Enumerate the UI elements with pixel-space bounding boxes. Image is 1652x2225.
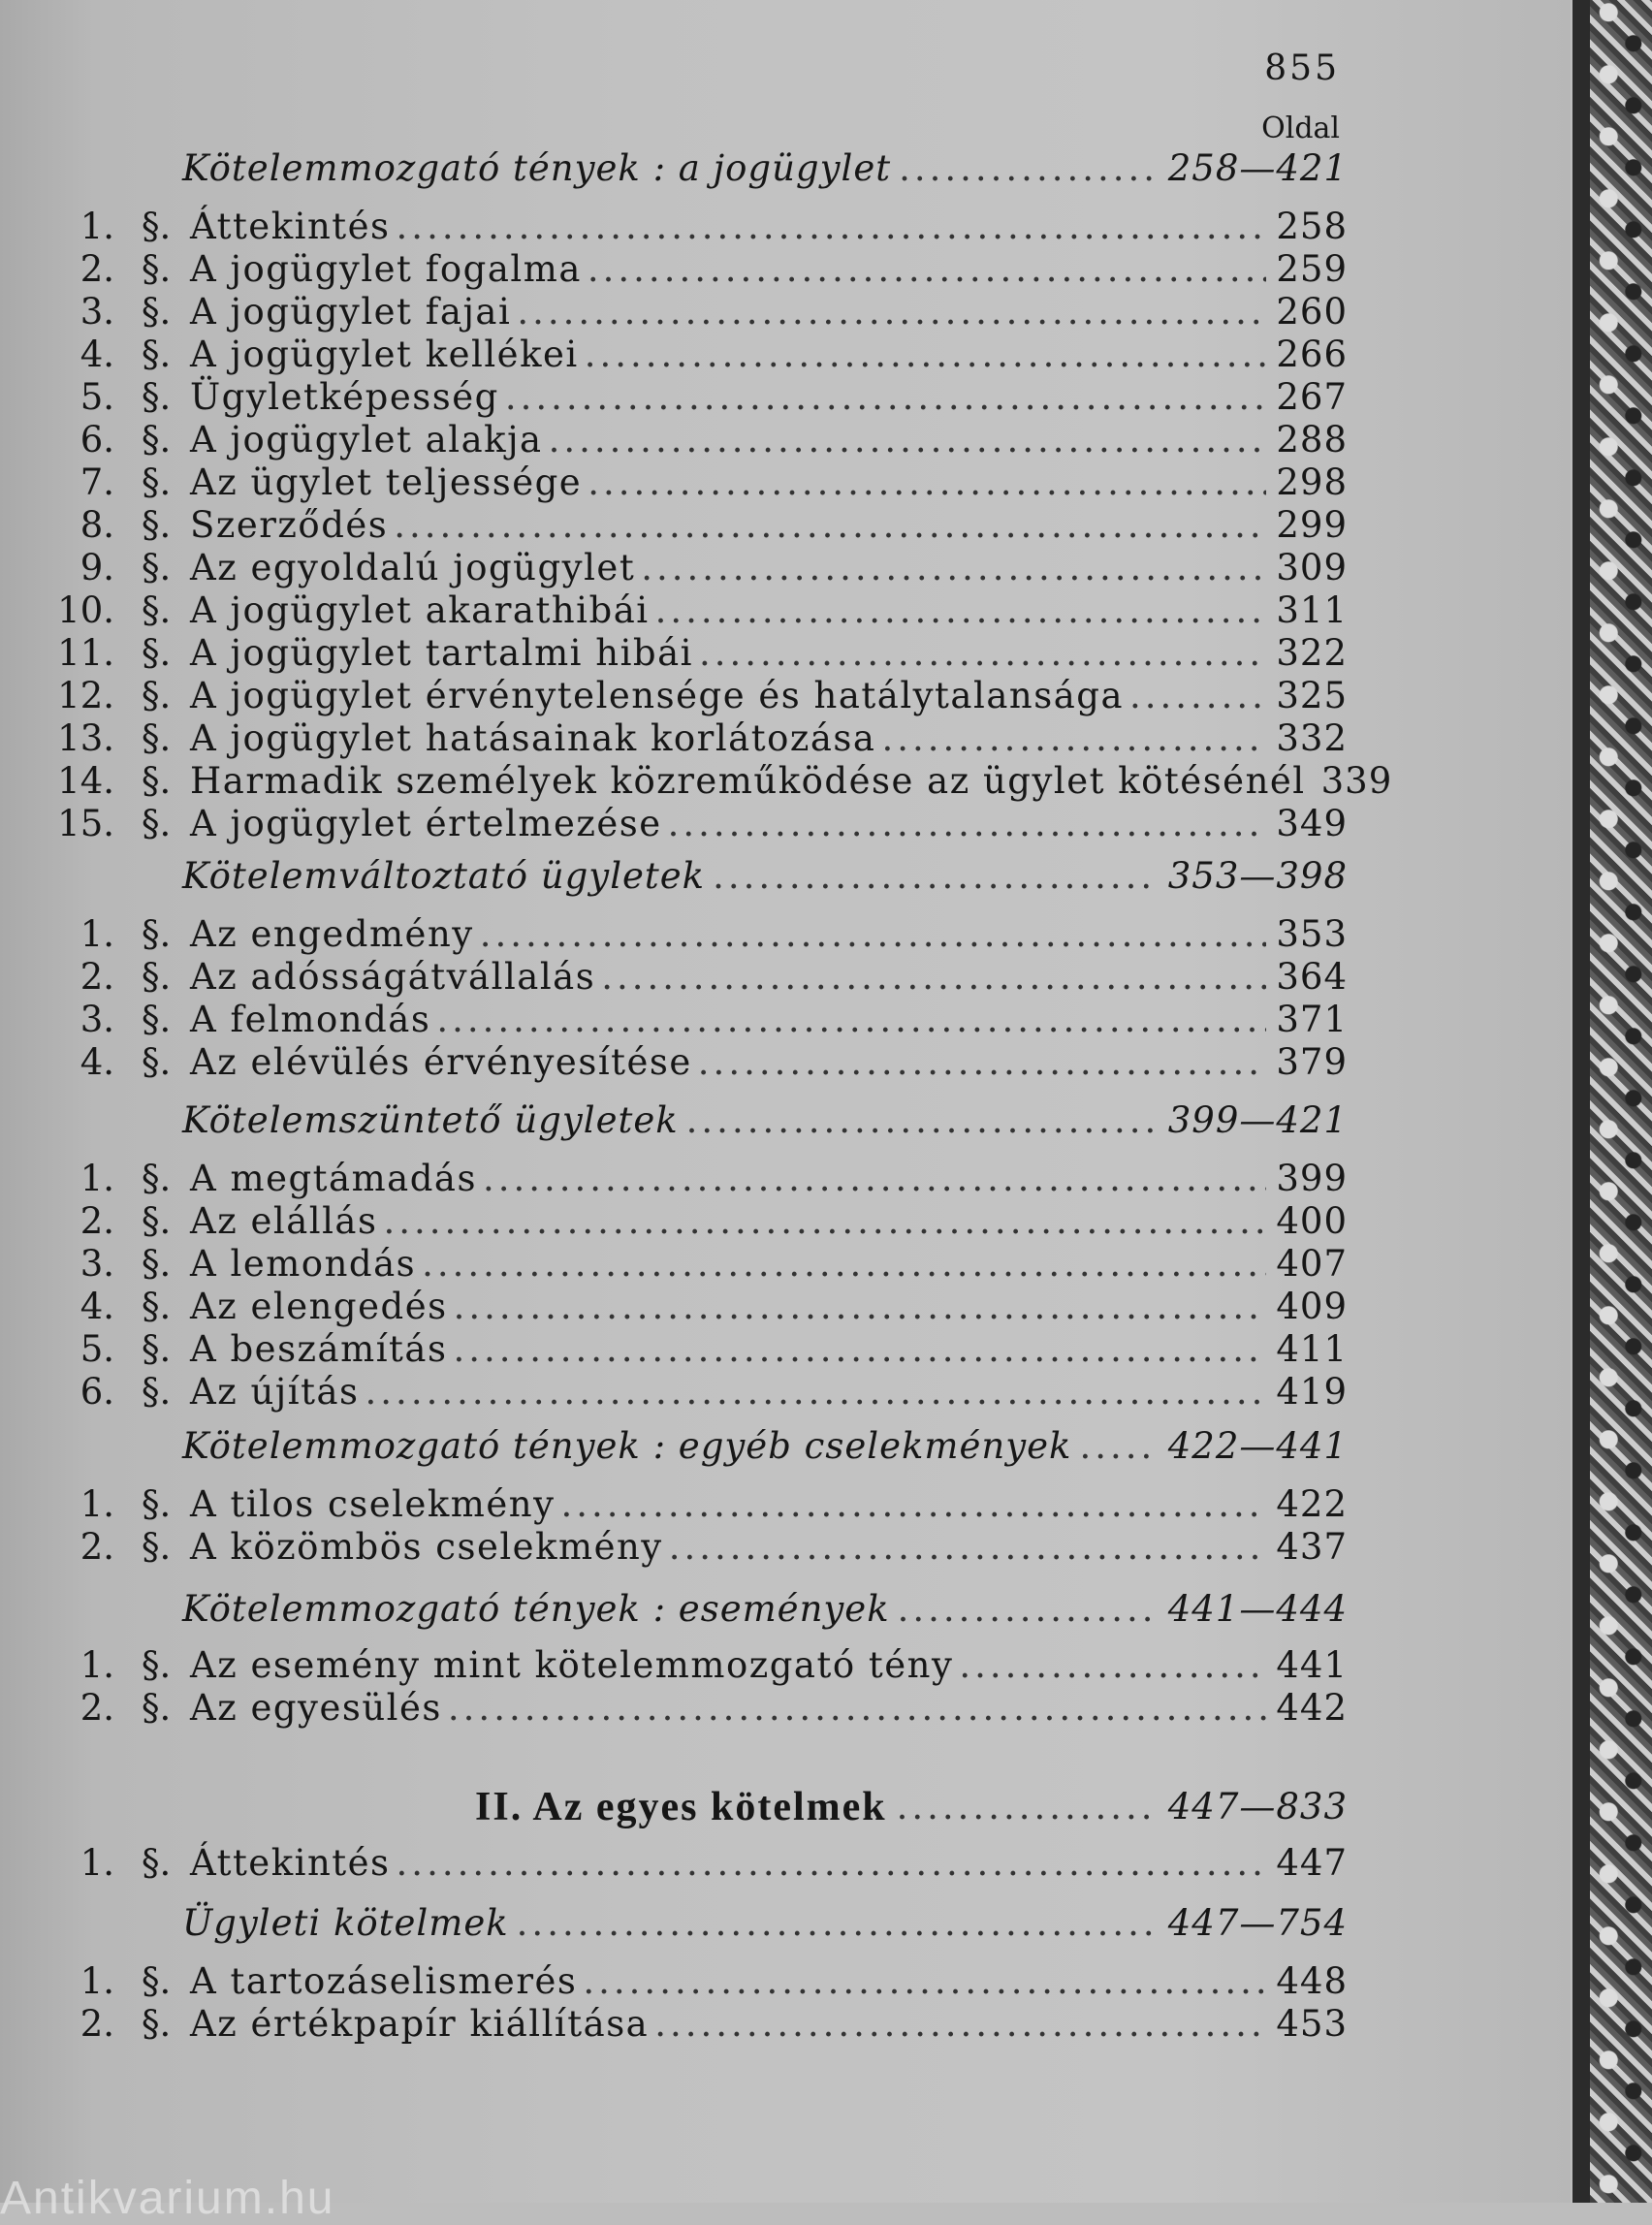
dot-leader: [365, 1371, 1267, 1414]
dot-leader: [585, 334, 1267, 376]
toc-entry: [0, 760, 1393, 803]
entry-title: A felmondás: [190, 999, 431, 1040]
entry-number: 1.: [79, 1483, 114, 1525]
section-sign: §.: [142, 206, 172, 247]
section-sign: §.: [142, 1687, 172, 1729]
entry-number: 11.: [57, 632, 114, 674]
entry-title: Az elállás: [190, 1200, 378, 1242]
section-page-range: 447—833: [1167, 1786, 1348, 1828]
entry-line: [190, 1842, 1348, 1885]
toc-entry: [0, 206, 1348, 248]
section-page-range: 399—421: [1167, 1099, 1348, 1141]
section-title: II. Az egyes kötelmek: [475, 1785, 887, 1829]
entry-title: Szerződés: [190, 504, 389, 546]
entry-page: 259: [1276, 248, 1348, 290]
section-sign: §.: [142, 1158, 172, 1199]
entry-number: 10.: [57, 589, 114, 631]
entry-page: 322: [1276, 632, 1348, 674]
entry-line: [190, 589, 1348, 632]
dot-leader: [899, 145, 1159, 192]
section-heading-line: [182, 1586, 1348, 1633]
dot-leader: [561, 1483, 1267, 1526]
entry-line: [190, 504, 1348, 547]
dot-leader: [898, 1586, 1159, 1633]
section-page-range: 447—754: [1167, 1902, 1348, 1944]
section-sign: §.: [142, 675, 172, 716]
entry-title: A jogügylet értelmezése: [190, 803, 662, 844]
toc-entry: [0, 675, 1348, 717]
entry-title: Áttekintés: [190, 1842, 391, 1884]
section-sign: §.: [142, 956, 172, 998]
dot-leader: [517, 291, 1266, 334]
entry-line: [190, 291, 1348, 334]
entry-page: 298: [1276, 461, 1348, 503]
dot-leader: [601, 956, 1266, 999]
entry-title: Az újítás: [190, 1371, 360, 1413]
entry-number: 1.: [79, 206, 114, 247]
toc-entry: [0, 547, 1348, 589]
entry-number: 1.: [79, 1158, 114, 1199]
entry-number: 3.: [79, 1243, 114, 1285]
section-heading: [0, 1900, 1348, 1947]
dot-leader: [686, 1097, 1159, 1144]
section-sign: §.: [142, 1328, 172, 1370]
section-sign: §.: [142, 1526, 172, 1568]
entry-line: [190, 547, 1348, 589]
section-page-range: 353—398: [1167, 855, 1348, 897]
entry-number: 1.: [79, 913, 114, 955]
dot-leader: [1079, 1423, 1158, 1470]
dot-leader: [1129, 675, 1266, 717]
toc-entry: [0, 291, 1348, 334]
toc-entry: [0, 632, 1348, 675]
section-sign: §.: [142, 1644, 172, 1686]
entry-title: A beszámítás: [190, 1328, 448, 1370]
dot-leader: [436, 999, 1266, 1041]
entry-title: Az ügylet teljessége: [190, 461, 583, 503]
section-page-range: 441—444: [1167, 1588, 1348, 1630]
decorative-binding-edge: [1573, 0, 1652, 2203]
entry-line: [190, 1687, 1348, 1730]
section-sign: §.: [142, 461, 172, 503]
entry-title: Áttekintés: [190, 206, 391, 247]
entry-page: 332: [1276, 717, 1348, 759]
entry-line: [190, 956, 1348, 999]
entry-number: 8.: [79, 504, 114, 546]
dot-leader: [448, 1687, 1266, 1730]
section-title: Ügyleti kötelmek: [182, 1902, 509, 1944]
entry-number: 3.: [79, 999, 114, 1040]
entry-number: 9.: [79, 547, 114, 588]
entry-line: [190, 913, 1348, 956]
entry-title: Az engedmény: [190, 913, 474, 955]
entry-page: 364: [1276, 956, 1348, 998]
toc-entry: [0, 334, 1348, 376]
dot-leader: [422, 1243, 1266, 1286]
marbled-pattern: [1590, 0, 1652, 2203]
page-number: 855: [1264, 48, 1340, 88]
entry-number: 4.: [79, 1286, 114, 1327]
dot-leader: [480, 913, 1267, 956]
entry-line: [190, 1286, 1348, 1328]
dot-leader: [588, 461, 1266, 504]
toc-entry: [0, 1041, 1348, 1084]
entry-line: [190, 1200, 1348, 1243]
toc-entry: [0, 999, 1348, 1041]
dot-leader: [897, 1780, 1159, 1834]
entry-line: [190, 248, 1348, 291]
toc-entry: [0, 913, 1348, 956]
entry-title: Az egyoldalú jogügylet: [190, 547, 636, 588]
entry-number: 2.: [79, 1200, 114, 1242]
entry-title: A tartozáselismerés: [190, 1960, 578, 2002]
section-sign: §.: [142, 291, 172, 333]
section-sign: §.: [142, 717, 172, 759]
entry-page: 260: [1276, 291, 1348, 333]
entry-title: Az esemény mint kötelemmozgató tény: [190, 1644, 954, 1686]
entry-number: 2.: [79, 1687, 114, 1729]
section-heading-line: [182, 853, 1348, 900]
dot-leader: [454, 1286, 1267, 1328]
toc-entry: [0, 504, 1348, 547]
entry-title: A megtámadás: [190, 1158, 477, 1199]
entry-line: [190, 999, 1348, 1041]
entry-line: [190, 1041, 1348, 1084]
entry-title: A lemondás: [190, 1243, 417, 1285]
section-sign: §.: [142, 334, 172, 375]
entry-number: 7.: [79, 461, 114, 503]
entry-page: 409: [1276, 1286, 1348, 1327]
toc-entry: [0, 1644, 1348, 1687]
section-heading-line: [182, 1097, 1348, 1144]
entry-page: 422: [1276, 1483, 1348, 1525]
toc-entry: [0, 1483, 1348, 1526]
entry-title: A közömbös cselekmény: [190, 1526, 663, 1568]
dot-leader: [397, 1842, 1267, 1885]
entry-number: 5.: [79, 376, 114, 418]
part-heading: [0, 1780, 1348, 1834]
entry-page: 437: [1276, 1526, 1348, 1568]
entry-page: 311: [1276, 589, 1348, 631]
toc-entry: [0, 589, 1348, 632]
section-sign: §.: [142, 913, 172, 955]
entry-title: Az adósságátvállalás: [190, 956, 596, 998]
entry-number: 1.: [79, 1644, 114, 1686]
dot-leader: [713, 853, 1159, 900]
entry-title: A jogügylet alakja: [190, 419, 543, 461]
entry-line: [190, 1158, 1348, 1200]
entry-number: 1.: [79, 1842, 114, 1884]
entry-line: [190, 632, 1348, 675]
entry-title: Az értékpapír kiállítása: [190, 2003, 650, 2045]
entry-page: 407: [1276, 1243, 1348, 1285]
entry-line: [190, 675, 1348, 717]
entry-page: 400: [1276, 1200, 1348, 1242]
dot-leader: [549, 419, 1267, 461]
entry-line: [190, 461, 1348, 504]
entry-line: [190, 1371, 1348, 1414]
dot-leader: [483, 1158, 1266, 1200]
entry-title: A jogügylet fajai: [190, 291, 512, 333]
entry-number: 1.: [79, 1960, 114, 2002]
toc-entry: [0, 1526, 1348, 1569]
section-sign: §.: [142, 632, 172, 674]
section-sign: §.: [142, 1960, 172, 2002]
toc-entry: [0, 1200, 1348, 1243]
dot-leader: [881, 717, 1266, 760]
entry-page: 299: [1276, 504, 1348, 546]
dot-leader: [654, 2003, 1266, 2046]
entry-number: 4.: [79, 334, 114, 375]
entry-title: A jogügylet akarathibái: [190, 589, 650, 631]
section-title: Kötelemmozgató tények : események: [182, 1588, 890, 1630]
entry-line: [190, 803, 1348, 845]
entry-line: [190, 334, 1348, 376]
entry-page: 411: [1276, 1328, 1348, 1370]
entry-number: 13.: [57, 717, 114, 759]
entry-number: 14.: [57, 760, 114, 802]
toc-entry: [0, 1687, 1348, 1730]
section-sign: §.: [142, 504, 172, 546]
section-heading: [0, 853, 1348, 900]
entry-page: 349: [1276, 803, 1348, 844]
section-heading-line: [182, 1900, 1348, 1947]
entry-line: [190, 419, 1348, 461]
section-sign: §.: [142, 999, 172, 1040]
entry-page: 339: [1320, 760, 1393, 802]
toc-entry: [0, 956, 1348, 999]
entry-title: A jogügylet hatásainak korlátozása: [190, 717, 876, 759]
entry-page: 266: [1276, 334, 1348, 375]
entry-line: [190, 1960, 1348, 2003]
toc-entry: [0, 1371, 1348, 1414]
toc-entry: [0, 1960, 1348, 2003]
entry-page: 448: [1276, 1960, 1348, 2002]
entry-title: A jogügylet tartalmi hibái: [190, 632, 693, 674]
section-heading-line: [475, 1780, 1348, 1834]
dot-leader: [394, 504, 1266, 547]
entry-number: 3.: [79, 291, 114, 333]
entry-number: 2.: [79, 248, 114, 290]
entry-page: 371: [1276, 999, 1348, 1040]
toc-entry: [0, 1243, 1348, 1286]
toc-entry: [0, 1842, 1348, 1885]
section-sign: §.: [142, 803, 172, 844]
section-heading: [0, 1097, 1348, 1144]
entry-number: 12.: [57, 675, 114, 716]
section-sign: §.: [142, 1842, 172, 1884]
toc-entry: [0, 803, 1348, 845]
entry-page: 267: [1276, 376, 1348, 418]
entry-title: A jogügylet kellékei: [190, 334, 579, 375]
section-sign: §.: [142, 760, 172, 802]
entry-title: Harmadik személyek közreműködése az ügylet kötésénél: [190, 760, 1306, 802]
toc-entry: [0, 1158, 1348, 1200]
section-sign: §.: [142, 1483, 172, 1525]
binding-shadow: [1573, 0, 1590, 2203]
watermark: Antikvarium.hu: [0, 2173, 335, 2224]
entry-page: 419: [1276, 1371, 1348, 1413]
dot-leader: [397, 206, 1267, 248]
dot-leader: [641, 547, 1266, 589]
entry-title: Az egyesülés: [190, 1687, 442, 1729]
dot-leader: [669, 1526, 1267, 1569]
toc-entry: [0, 419, 1348, 461]
entry-line: [190, 2003, 1348, 2046]
section-sign: §.: [142, 1371, 172, 1413]
dot-leader: [959, 1644, 1266, 1687]
entry-number: 6.: [79, 1371, 114, 1413]
entry-line: [190, 717, 1348, 760]
entry-page: 442: [1276, 1687, 1348, 1729]
dot-leader: [588, 248, 1266, 291]
entry-page: 453: [1276, 2003, 1348, 2045]
dot-leader: [583, 1960, 1266, 2003]
entry-line: [190, 1328, 1348, 1371]
toc-entry: [0, 376, 1348, 419]
dot-leader: [698, 1041, 1267, 1084]
section-heading-line: [182, 1423, 1348, 1470]
entry-page: 288: [1276, 419, 1348, 461]
dot-leader: [668, 803, 1267, 845]
entry-number: 15.: [57, 803, 114, 844]
entry-line: [190, 1644, 1348, 1687]
section-title: Kötelemváltoztató ügyletek: [182, 855, 706, 897]
entry-number: 4.: [79, 1041, 114, 1083]
toc-entry: [0, 1286, 1348, 1328]
entry-title: A jogügylet érvénytelensége és hatálytalansága: [190, 675, 1124, 716]
section-page-range: 422—441: [1167, 1425, 1348, 1467]
entry-title: A tilos cselekmény: [190, 1483, 556, 1525]
entry-page: 399: [1276, 1158, 1348, 1199]
entry-number: 2.: [79, 956, 114, 998]
entry-page: 379: [1276, 1041, 1348, 1083]
section-page-range: 258—421: [1167, 147, 1348, 189]
page-column-label: Oldal: [1261, 111, 1340, 145]
entry-title: Ügyletképesség: [190, 376, 499, 418]
entry-line: [190, 1526, 1348, 1569]
entry-number: 6.: [79, 419, 114, 461]
toc-entry: [0, 461, 1348, 504]
entry-title: Az elengedés: [190, 1286, 448, 1327]
entry-title: A jogügylet fogalma: [190, 248, 582, 290]
entry-number: 2.: [79, 1526, 114, 1568]
toc-entry: [0, 248, 1348, 291]
entry-number: 5.: [79, 1328, 114, 1370]
entry-line: [190, 206, 1348, 248]
dot-leader: [383, 1200, 1266, 1243]
entry-line: [190, 376, 1348, 419]
section-sign: §.: [142, 1200, 172, 1242]
entry-line: [190, 1483, 1348, 1526]
entry-number: 2.: [79, 2003, 114, 2045]
entry-line: [190, 1243, 1348, 1286]
section-sign: §.: [142, 419, 172, 461]
toc-entry: [0, 2003, 1348, 2046]
dot-leader: [517, 1900, 1159, 1947]
section-sign: §.: [142, 589, 172, 631]
toc-entry: [0, 1328, 1348, 1371]
section-sign: §.: [142, 1286, 172, 1327]
section-title: Kötelemmozgató tények : egyéb cselekmények: [182, 1425, 1072, 1467]
entry-line: [190, 760, 1393, 803]
section-sign: §.: [142, 2003, 172, 2045]
dot-leader: [699, 632, 1266, 675]
section-title: Kötelemszüntető ügyletek: [182, 1099, 679, 1141]
entry-page: 309: [1276, 547, 1348, 588]
entry-page: 441: [1276, 1644, 1348, 1686]
entry-page: 353: [1276, 913, 1348, 955]
section-sign: §.: [142, 1243, 172, 1285]
dot-leader: [505, 376, 1267, 419]
section-sign: §.: [142, 1041, 172, 1083]
section-sign: §.: [142, 248, 172, 290]
dot-leader: [453, 1328, 1266, 1371]
section-title: Kötelemmozgató tények : a jogügylet: [182, 147, 892, 189]
section-sign: §.: [142, 547, 172, 588]
section-sign: §.: [142, 376, 172, 418]
entry-title: Az elévülés érvényesítése: [190, 1041, 692, 1083]
toc-entry: [0, 717, 1348, 760]
section-heading: [0, 1423, 1348, 1470]
dot-leader: [655, 589, 1267, 632]
entry-page: 325: [1276, 675, 1348, 716]
entry-page: 447: [1276, 1842, 1348, 1884]
section-heading: [0, 1586, 1348, 1633]
section-heading-line: [182, 145, 1348, 192]
entry-page: 258: [1276, 206, 1348, 247]
section-heading: [0, 145, 1348, 192]
